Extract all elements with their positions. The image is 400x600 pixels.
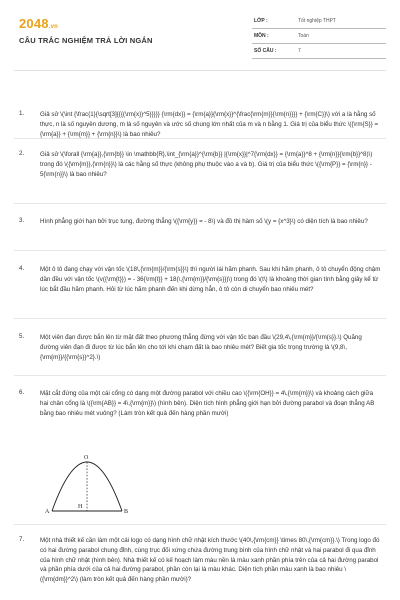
question-text: Một ô tô đang chạy với vận tốc \(18\,{\rm{m}}/{\rm{s}}\) thì người lái hãm phanh. Sau khi hãm phanh, ô tô chuyển động chậm dần đều với vận tốc \(v({\rm{t}}) = - 36{\rm{t}} + 18(\,{\rm{m}}/{\rm{s}})\) trong đó \(t\) là khoảng thời gian tính bằng giây kể từ lúc bắt đầu hãm phanh. Hỏi từ lúc hãm phanh đến khi dừng hẳn, ô tô còn di chuyển bao nhiêu mét? [40,266,381,293]
label-h: H [78,504,83,510]
meta-row-count [252,44,386,59]
question-text: Một nhà thiết kế cần làm một cái logo có dạng hình chữ nhật kích thước \(40\,{\rm{cm}} \times 80\,{\rm{cm}}.\) Trong logo đó có hai đường parabol chung đỉnh, cùng trục đối xứng chứa đường trung bình của hình chữ nhật và hai parabol đi qua đỉnh của hình chữ nhật (hình bên). Nhà thiết kế có kế hoạch làm màu nền là màu xanh phần phía trên của cả hai đường parabol và phần phía dưới của cả hai đường parabol, phần còn lại là màu khác. Diện tích phần màu xanh là bao nhiêu \({\rm{dm}}^2\) (làm tròn kết quả đến hàng phần mười)? [40,537,380,584]
site-logo [19,16,58,31]
logo-suffix: .vn [48,24,59,30]
question-text: Giả sử \(\int {\frac{1}{\sqrt[3]{{{(\rm{x})^5}}}}} {\rm{dx}} = {\rm{a}}{\rm{x}}^{\frac{\rm{m}}{\rm{n}}}} + {\rm{C}}\) với a là hằng số thực, n là số nguyên dương, m là số nguyên và ước số chung lớn nhất của m và n bằng 1. Giá trị của biểu thức \({\rm{S}} = {\rm{a}} + {\rm{m}} + {\rm{n}}\) là bao nhiêu? [40,111,379,138]
meta-row-subject [252,29,386,44]
question-divider [14,138,386,139]
label-a: A [45,509,50,515]
question-text: Mặt cắt đứng của một cái cổng có dạng một đường parabol với chiều cao \({\rm{OH}} = 4\,{\rm{m}}\) và khoảng cách giữa hai chân cổng là \({\rm{AB}} = 4\,{\rm{m}}\) (hình bên). Diện tích hình phẳng giới hạn bởi đường parabol và đoạn thẳng AB bằng bao nhiêu mét vuông? (Làm tròn kết quả đến hàng phần mười) [40,390,375,417]
question-divider [14,318,386,319]
meta-label: MÔN : [254,33,269,39]
meta-value: Tốt nghiệp THPT [298,18,336,24]
meta-value: Toán [298,33,309,39]
question-number: 5. [19,333,25,340]
question-divider [14,375,386,376]
question-text: Hình phẳng giới hạn bởi trục tung, đường thẳng \({\rm{y}} = - 8\) và đồ thị hàm số \(y = {x^3}\) có diện tích là bao nhiêu? [40,218,368,225]
logo-text: 2048 [19,16,49,31]
question-number: 3. [19,217,25,224]
document-title: CÂU TRẮC NGHIỆM TRẢ LỜI NGẮN [19,36,153,45]
header-divider [14,70,386,71]
meta-value: 7 [298,48,301,54]
meta-label: LỚP : [254,18,268,24]
question-text: Giả sử \(\forall {\rm{a}},{\rm{b}} \in \mathbb{R},\int_{\rm{a}}^{\rm{b}} |{\rm{x}}|^7{\rm{dx}} = {\rm{a}}^8 + {\rm{n}}{\rm{b}}^8)\) trong đó \({\rm{m}},{\rm{n}}\) là các hằng số thực (không phụ thuộc vào a và b). Giá trị của biểu thức \({\rm{P}} = {\rm{n}} - 5{\rm{n}}\) là bao nhiêu? [40,151,373,178]
question-number: 7. [19,536,25,543]
label-b: B [124,509,129,515]
meta-table [252,14,386,59]
question-text: Một viên đạn được bắn lên từ mặt đất theo phương thẳng đứng với vận tốc ban đầu \(29,4\,{\rm{m}}/{\rm{s}}.\) Quãng đường viên đạn đi được từ lúc bắn lên cho tới khi chạm đất là bao nhiêu mét? Biết gia tốc trọng trường là \(9,8\,{\rm{m}}/{{\rm{s}}^2}.\) [40,334,362,361]
label-o: O [84,455,89,461]
parabola-gate-figure [40,447,132,519]
question-divider [14,203,386,204]
meta-row-class [252,14,386,29]
question-number: 2. [19,150,25,157]
question-divider [14,250,386,251]
document-header [14,12,386,60]
meta-label: SỐ CÂU : [254,48,277,54]
question-number: 6. [19,389,25,396]
question-number: 4. [19,265,25,272]
question-divider [14,524,386,525]
question-number: 1. [19,110,25,117]
